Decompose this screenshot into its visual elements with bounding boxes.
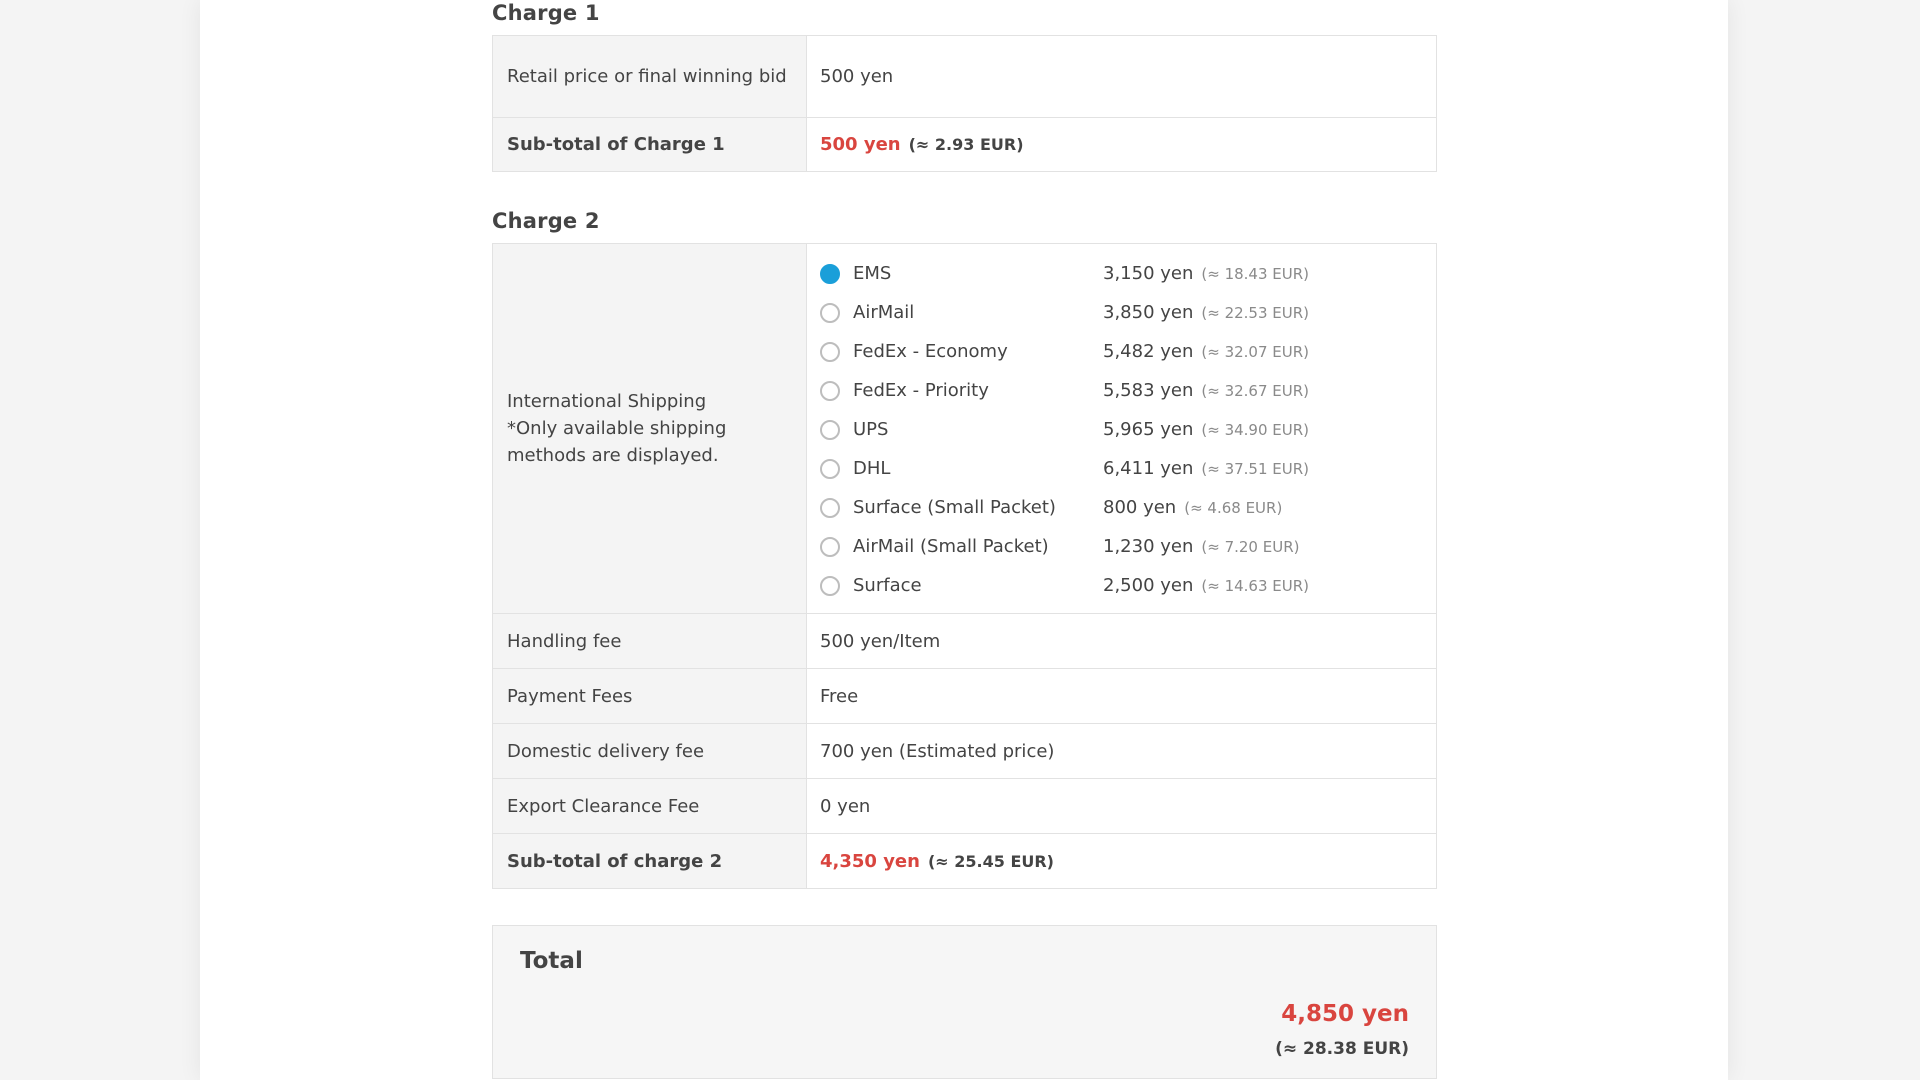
- retail-price-value: 500 yen: [807, 36, 1437, 118]
- shipping-radio[interactable]: [820, 459, 840, 479]
- export-clearance-value: 0 yen: [807, 779, 1437, 834]
- shipping-radio[interactable]: [820, 264, 840, 284]
- page-card: [200, 0, 1728, 1080]
- shipping-options: [807, 244, 1437, 614]
- charge1-title: Charge 1: [492, 1, 600, 25]
- charge2-subtotal-eur: (≈ 25.45 EUR): [927, 851, 1054, 871]
- shipping-option[interactable]: [820, 488, 1423, 527]
- payment-fees-value: Free: [807, 669, 1437, 724]
- shipping-radio[interactable]: [820, 537, 840, 557]
- table-row: [493, 118, 1437, 172]
- domestic-delivery-label: Domestic delivery fee: [493, 724, 807, 779]
- table-row: [493, 36, 1437, 118]
- charge1-subtotal-yen: 500 yen: [820, 134, 901, 155]
- shipping-option-name[interactable]: FedEx - Priority: [853, 380, 989, 401]
- shipping-option-name[interactable]: Surface (Small Packet): [853, 497, 1056, 518]
- shipping-radio[interactable]: [820, 420, 840, 440]
- shipping-option-price: 1,230 yen: [1103, 536, 1194, 557]
- shipping-radio[interactable]: [820, 498, 840, 518]
- charge1-table: [492, 35, 1437, 172]
- charge1-subtotal-label: Sub-total of Charge 1: [493, 118, 807, 172]
- shipping-radio[interactable]: [820, 576, 840, 596]
- shipping-option-price: 5,482 yen: [1103, 341, 1194, 362]
- table-row: [493, 724, 1437, 779]
- retail-price-label: Retail price or final winning bid: [493, 36, 807, 118]
- charge2-table: [492, 243, 1437, 889]
- shipping-option-name[interactable]: DHL: [853, 458, 891, 479]
- total-box: [492, 925, 1437, 1079]
- shipping-option-eur: (≈ 22.53 EUR): [1201, 303, 1310, 322]
- shipping-option[interactable]: [820, 293, 1423, 332]
- charge2-title: Charge 2: [492, 209, 600, 233]
- shipping-label-line: methods are displayed.: [507, 445, 719, 466]
- shipping-option-name[interactable]: EMS: [853, 263, 892, 284]
- shipping-option-price: 5,583 yen: [1103, 380, 1194, 401]
- shipping-label-line: *Only available shipping: [507, 418, 727, 439]
- shipping-option-name[interactable]: AirMail (Small Packet): [853, 536, 1049, 557]
- export-clearance-label: Export Clearance Fee: [493, 779, 807, 834]
- table-row: [493, 834, 1437, 889]
- shipping-option-eur: (≈ 14.63 EUR): [1201, 576, 1310, 595]
- shipping-option-name[interactable]: FedEx - Economy: [853, 341, 1008, 362]
- shipping-label-line: International Shipping: [507, 391, 707, 412]
- shipping-option[interactable]: [820, 410, 1423, 449]
- table-row: [493, 779, 1437, 834]
- shipping-option[interactable]: [820, 566, 1423, 605]
- shipping-option-name[interactable]: UPS: [853, 419, 889, 440]
- shipping-label: [493, 244, 807, 614]
- charge1-subtotal-eur: (≈ 2.93 EUR): [908, 135, 1024, 154]
- shipping-option-price: 6,411 yen: [1103, 458, 1194, 479]
- shipping-option-eur: (≈ 7.20 EUR): [1201, 537, 1300, 556]
- shipping-option-list: [820, 244, 1423, 613]
- shipping-radio[interactable]: [820, 342, 840, 362]
- total-eur: (≈ 28.38 EUR): [1275, 1039, 1409, 1059]
- charge2-subtotal-label: Sub-total of charge 2: [493, 834, 807, 889]
- payment-fees-label: Payment Fees: [493, 669, 807, 724]
- shipping-option-eur: (≈ 37.51 EUR): [1201, 459, 1310, 478]
- shipping-option[interactable]: [820, 527, 1423, 566]
- shipping-option[interactable]: [820, 449, 1423, 488]
- shipping-option[interactable]: [820, 332, 1423, 371]
- handling-fee-label: Handling fee: [493, 614, 807, 669]
- total-yen: 4,850 yen: [1281, 1001, 1409, 1027]
- shipping-option[interactable]: [820, 371, 1423, 410]
- shipping-option-eur: (≈ 32.07 EUR): [1201, 342, 1310, 361]
- shipping-option-price: 2,500 yen: [1103, 575, 1194, 596]
- shipping-option-eur: (≈ 34.90 EUR): [1201, 420, 1310, 439]
- shipping-radio[interactable]: [820, 303, 840, 323]
- shipping-radio[interactable]: [820, 381, 840, 401]
- total-label: Total: [520, 948, 583, 974]
- shipping-option-eur: (≈ 18.43 EUR): [1201, 264, 1310, 283]
- table-row: [493, 614, 1437, 669]
- charge2-subtotal-yen: 4,350 yen: [820, 850, 920, 872]
- table-row: [493, 669, 1437, 724]
- table-row: [493, 244, 1437, 614]
- shipping-option-name[interactable]: Surface: [853, 575, 922, 596]
- shipping-option-price: 800 yen: [1103, 497, 1177, 518]
- handling-fee-value: 500 yen/Item: [807, 614, 1437, 669]
- shipping-option-price: 5,965 yen: [1103, 419, 1194, 440]
- shipping-option-price: 3,150 yen: [1103, 263, 1194, 284]
- shipping-option-price: 3,850 yen: [1103, 302, 1194, 323]
- domestic-delivery-value: 700 yen (Estimated price): [807, 724, 1437, 779]
- shipping-option-name[interactable]: AirMail: [853, 302, 915, 323]
- shipping-option-eur: (≈ 32.67 EUR): [1201, 381, 1310, 400]
- shipping-option-eur: (≈ 4.68 EUR): [1184, 498, 1283, 517]
- shipping-option[interactable]: [820, 254, 1423, 293]
